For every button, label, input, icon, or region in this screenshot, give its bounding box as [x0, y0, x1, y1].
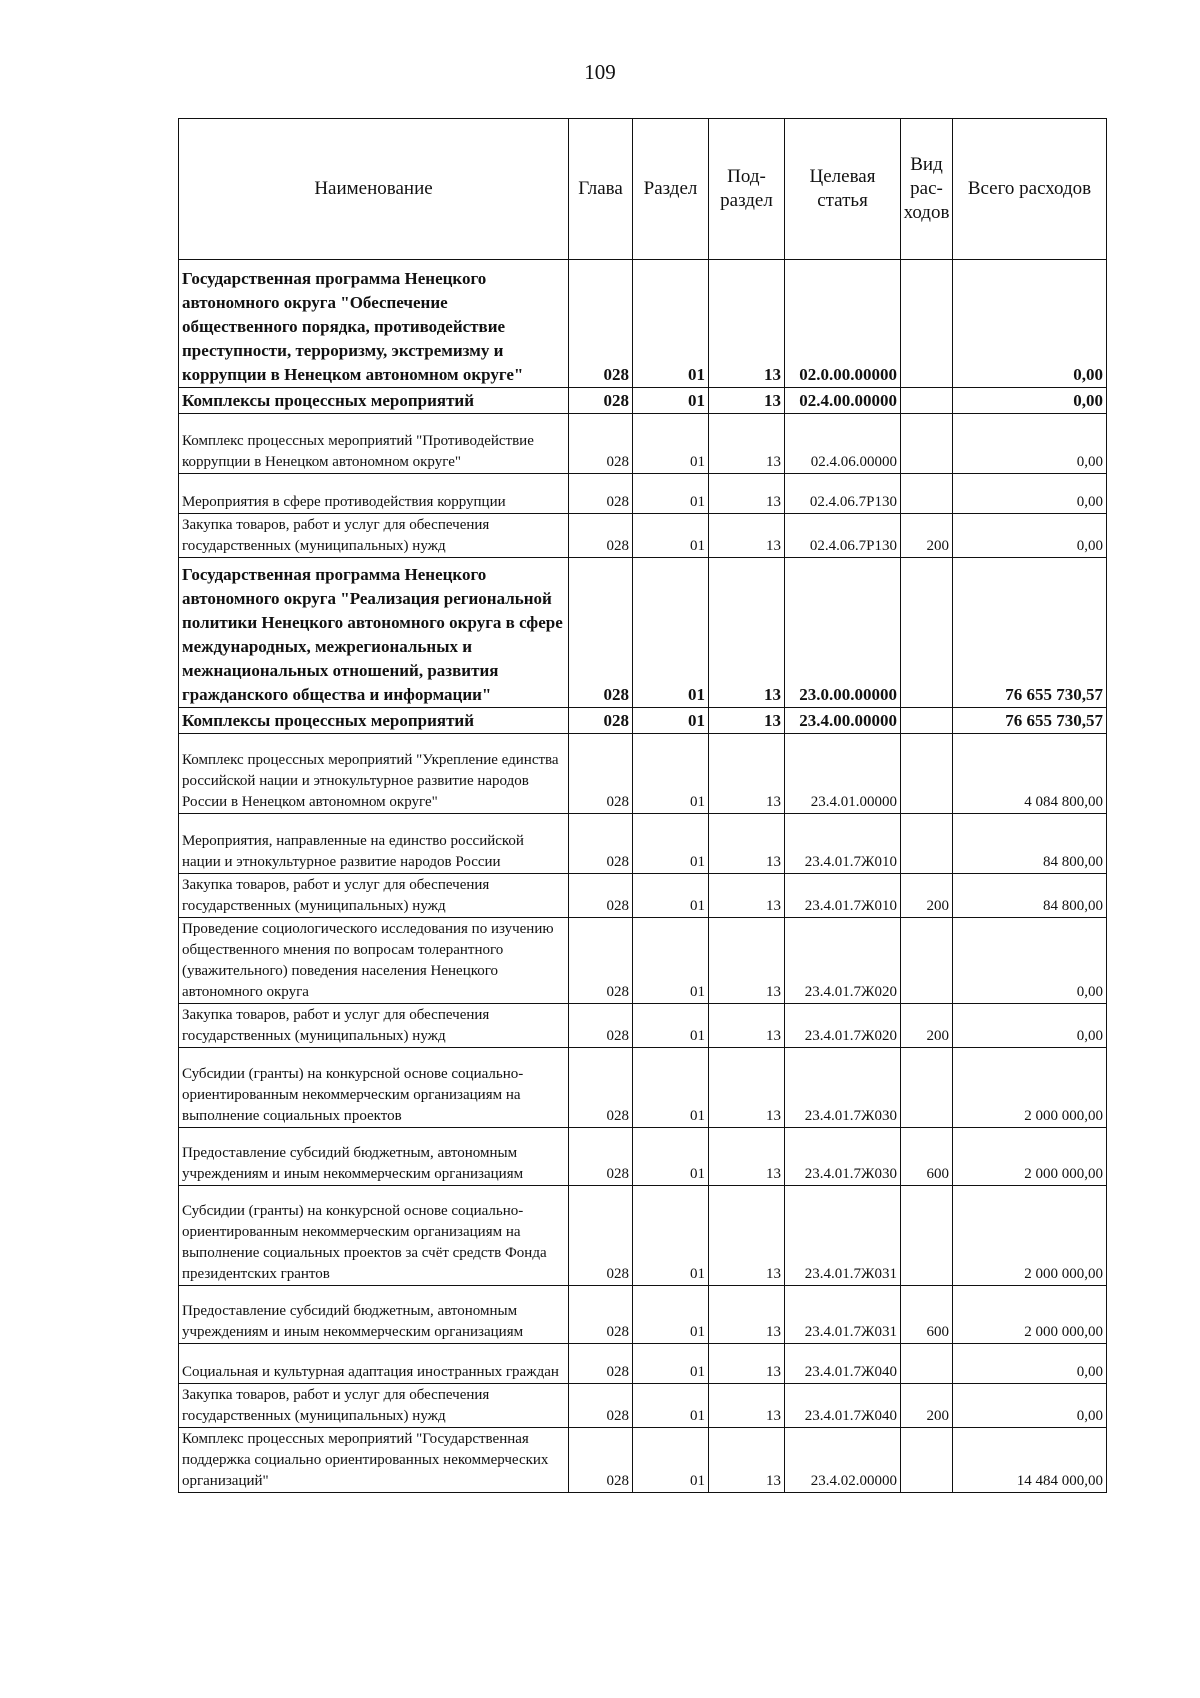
cell-vid — [901, 388, 953, 414]
cell-podrazdel: 13 — [709, 1428, 785, 1493]
cell-podrazdel: 13 — [709, 474, 785, 514]
cell-celevaya: 02.0.00.00000 — [785, 260, 901, 388]
cell-glava: 028 — [569, 1344, 633, 1384]
cell-total: 14 484 000,00 — [953, 1428, 1107, 1493]
table-row — [179, 814, 1107, 874]
cell-glava: 028 — [569, 388, 633, 414]
cell-total: 0,00 — [953, 1004, 1107, 1048]
cell-podrazdel: 13 — [709, 1128, 785, 1186]
cell-total: 0,00 — [953, 260, 1107, 388]
cell-vid — [901, 1186, 953, 1286]
cell-razdel: 01 — [633, 918, 709, 1004]
cell-vid — [901, 1344, 953, 1384]
cell-total: 76 655 730,57 — [953, 558, 1107, 708]
cell-total: 0,00 — [953, 474, 1107, 514]
cell-name: Проведение социологического исследования по изучению общественного мнения по вопросам толерантного (уважительного) поведения населения Ненецкого автономного округа — [179, 918, 569, 1004]
cell-glava: 028 — [569, 918, 633, 1004]
cell-glava: 028 — [569, 1286, 633, 1344]
table-row — [179, 708, 1107, 734]
cell-total: 2 000 000,00 — [953, 1186, 1107, 1286]
table-row — [179, 474, 1107, 514]
cell-celevaya: 23.4.01.7Ж030 — [785, 1128, 901, 1186]
cell-total: 0,00 — [953, 514, 1107, 558]
table-row — [179, 414, 1107, 474]
cell-vid: 200 — [901, 514, 953, 558]
cell-glava: 028 — [569, 708, 633, 734]
cell-name: Комплекс процессных мероприятий "Укрепление единства российской нации и этнокультурное развитие народов России в Ненецком автономном округе" — [179, 734, 569, 814]
cell-razdel: 01 — [633, 734, 709, 814]
cell-glava: 028 — [569, 514, 633, 558]
cell-total: 84 800,00 — [953, 874, 1107, 918]
cell-name: Закупка товаров, работ и услуг для обеспечения государственных (муниципальных) нужд — [179, 874, 569, 918]
cell-podrazdel: 13 — [709, 814, 785, 874]
cell-glava: 028 — [569, 1128, 633, 1186]
table-row — [179, 1128, 1107, 1186]
cell-total: 0,00 — [953, 1344, 1107, 1384]
cell-podrazdel: 13 — [709, 414, 785, 474]
cell-name: Социальная и культурная адаптация иностранных граждан — [179, 1344, 569, 1384]
cell-glava: 028 — [569, 1428, 633, 1493]
cell-vid — [901, 708, 953, 734]
cell-name: Субсидии (гранты) на конкурсной основе социально-ориентированным некоммерческим организациям на выполнение социальных проектов за счёт средств Фонда президентских грантов — [179, 1186, 569, 1286]
table-body — [179, 260, 1107, 1493]
cell-vid — [901, 1428, 953, 1493]
cell-celevaya: 23.4.01.7Ж030 — [785, 1048, 901, 1128]
header-name: Наименование — [179, 119, 569, 260]
cell-razdel: 01 — [633, 1286, 709, 1344]
cell-total: 0,00 — [953, 1384, 1107, 1428]
cell-razdel: 01 — [633, 1128, 709, 1186]
table-row — [179, 1004, 1107, 1048]
cell-celevaya: 23.4.02.00000 — [785, 1428, 901, 1493]
cell-podrazdel: 13 — [709, 734, 785, 814]
cell-name: Закупка товаров, работ и услуг для обеспечения государственных (муниципальных) нужд — [179, 1384, 569, 1428]
cell-name: Комплекс процессных мероприятий "Противодействие коррупции в Ненецком автономном округе" — [179, 414, 569, 474]
header-total: Всего расходов — [953, 119, 1107, 260]
table-row — [179, 1344, 1107, 1384]
cell-glava: 028 — [569, 1186, 633, 1286]
cell-name: Закупка товаров, работ и услуг для обеспечения государственных (муниципальных) нужд — [179, 1004, 569, 1048]
cell-razdel: 01 — [633, 260, 709, 388]
cell-glava: 028 — [569, 414, 633, 474]
cell-razdel: 01 — [633, 558, 709, 708]
cell-razdel: 01 — [633, 514, 709, 558]
table-row — [179, 734, 1107, 814]
table-row — [179, 1428, 1107, 1493]
cell-name: Комплексы процессных мероприятий — [179, 388, 569, 414]
cell-glava: 028 — [569, 734, 633, 814]
cell-vid: 600 — [901, 1286, 953, 1344]
cell-celevaya: 23.4.01.7Ж020 — [785, 1004, 901, 1048]
cell-vid — [901, 1048, 953, 1128]
cell-celevaya: 02.4.06.7Р130 — [785, 474, 901, 514]
table-row — [179, 514, 1107, 558]
header-vid: Вид рас- ходов — [901, 119, 953, 260]
cell-celevaya: 23.4.01.7Ж010 — [785, 814, 901, 874]
cell-glava: 028 — [569, 1048, 633, 1128]
cell-podrazdel: 13 — [709, 708, 785, 734]
cell-celevaya: 23.4.01.7Ж031 — [785, 1286, 901, 1344]
cell-razdel: 01 — [633, 388, 709, 414]
cell-vid — [901, 260, 953, 388]
cell-total: 0,00 — [953, 918, 1107, 1004]
cell-podrazdel: 13 — [709, 514, 785, 558]
cell-podrazdel: 13 — [709, 874, 785, 918]
cell-podrazdel: 13 — [709, 1384, 785, 1428]
cell-razdel: 01 — [633, 414, 709, 474]
cell-celevaya: 02.4.06.00000 — [785, 414, 901, 474]
cell-name: Мероприятия, направленные на единство российской нации и этнокультурное развитие народов России — [179, 814, 569, 874]
header-glava: Глава — [569, 119, 633, 260]
cell-vid — [901, 814, 953, 874]
table-row — [179, 874, 1107, 918]
cell-name: Государственная программа Ненецкого автономного округа "Реализация региональной политики Ненецкого автономного округа в сфере международных, межрегиональных и межнациональных отношений, развития гражданского общества и информации" — [179, 558, 569, 708]
cell-vid: 600 — [901, 1128, 953, 1186]
cell-vid — [901, 734, 953, 814]
table-row — [179, 1286, 1107, 1344]
cell-podrazdel: 13 — [709, 918, 785, 1004]
table-row — [179, 388, 1107, 414]
cell-total: 4 084 800,00 — [953, 734, 1107, 814]
cell-total: 2 000 000,00 — [953, 1048, 1107, 1128]
header-celevaya: Целевая статья — [785, 119, 901, 260]
cell-vid: 200 — [901, 1004, 953, 1048]
cell-razdel: 01 — [633, 1004, 709, 1048]
cell-name: Предоставление субсидий бюджетным, автономным учреждениям и иным некоммерческим организациям — [179, 1286, 569, 1344]
cell-razdel: 01 — [633, 708, 709, 734]
cell-name: Комплексы процессных мероприятий — [179, 708, 569, 734]
cell-glava: 028 — [569, 1384, 633, 1428]
cell-vid — [901, 558, 953, 708]
header-razdel: Раздел — [633, 119, 709, 260]
table-row — [179, 558, 1107, 708]
cell-celevaya: 23.4.01.00000 — [785, 734, 901, 814]
table-row — [179, 1186, 1107, 1286]
cell-razdel: 01 — [633, 1344, 709, 1384]
cell-glava: 028 — [569, 474, 633, 514]
cell-razdel: 01 — [633, 1048, 709, 1128]
cell-razdel: 01 — [633, 1384, 709, 1428]
cell-celevaya: 02.4.06.7Р130 — [785, 514, 901, 558]
table-row — [179, 1048, 1107, 1128]
cell-celevaya: 23.0.00.00000 — [785, 558, 901, 708]
cell-name: Комплекс процессных мероприятий "Государственная поддержка социально ориентированных некоммерческих организаций" — [179, 1428, 569, 1493]
cell-glava: 028 — [569, 260, 633, 388]
cell-total: 84 800,00 — [953, 814, 1107, 874]
table-header-row — [179, 119, 1107, 260]
cell-razdel: 01 — [633, 1428, 709, 1493]
cell-razdel: 01 — [633, 814, 709, 874]
cell-podrazdel: 13 — [709, 1344, 785, 1384]
cell-vid — [901, 474, 953, 514]
cell-celevaya: 23.4.01.7Ж040 — [785, 1384, 901, 1428]
cell-glava: 028 — [569, 1004, 633, 1048]
cell-celevaya: 23.4.01.7Ж010 — [785, 874, 901, 918]
budget-table — [178, 118, 1107, 1493]
cell-name: Субсидии (гранты) на конкурсной основе социально-ориентированным некоммерческим организациям на выполнение социальных проектов — [179, 1048, 569, 1128]
cell-podrazdel: 13 — [709, 388, 785, 414]
cell-podrazdel: 13 — [709, 1004, 785, 1048]
cell-vid — [901, 414, 953, 474]
table-row — [179, 260, 1107, 388]
cell-name: Мероприятия в сфере противодействия коррупции — [179, 474, 569, 514]
cell-celevaya: 23.4.00.00000 — [785, 708, 901, 734]
cell-name: Закупка товаров, работ и услуг для обеспечения государственных (муниципальных) нужд — [179, 514, 569, 558]
page-number: 109 — [584, 60, 616, 84]
cell-glava: 028 — [569, 874, 633, 918]
cell-total: 2 000 000,00 — [953, 1286, 1107, 1344]
cell-vid — [901, 918, 953, 1004]
cell-podrazdel: 13 — [709, 1186, 785, 1286]
cell-glava: 028 — [569, 814, 633, 874]
cell-razdel: 01 — [633, 1186, 709, 1286]
header-podrazdel: Под- раздел — [709, 119, 785, 260]
cell-razdel: 01 — [633, 474, 709, 514]
table-row — [179, 918, 1107, 1004]
cell-name: Государственная программа Ненецкого автономного округа "Обеспечение общественного порядка, противодействие преступности, терроризму, экстремизму и коррупции в Ненецком автономном округе" — [179, 260, 569, 388]
cell-total: 0,00 — [953, 388, 1107, 414]
cell-podrazdel: 13 — [709, 1286, 785, 1344]
cell-celevaya: 23.4.01.7Ж031 — [785, 1186, 901, 1286]
cell-razdel: 01 — [633, 874, 709, 918]
cell-vid: 200 — [901, 1384, 953, 1428]
cell-podrazdel: 13 — [709, 1048, 785, 1128]
cell-name: Предоставление субсидий бюджетным, автономным учреждениям и иным некоммерческим организациям — [179, 1128, 569, 1186]
table-row — [179, 1384, 1107, 1428]
cell-celevaya: 23.4.01.7Ж020 — [785, 918, 901, 1004]
cell-podrazdel: 13 — [709, 558, 785, 708]
cell-total: 76 655 730,57 — [953, 708, 1107, 734]
cell-total: 0,00 — [953, 414, 1107, 474]
cell-total: 2 000 000,00 — [953, 1128, 1107, 1186]
cell-celevaya: 02.4.00.00000 — [785, 388, 901, 414]
cell-vid: 200 — [901, 874, 953, 918]
cell-podrazdel: 13 — [709, 260, 785, 388]
cell-glava: 028 — [569, 558, 633, 708]
cell-celevaya: 23.4.01.7Ж040 — [785, 1344, 901, 1384]
